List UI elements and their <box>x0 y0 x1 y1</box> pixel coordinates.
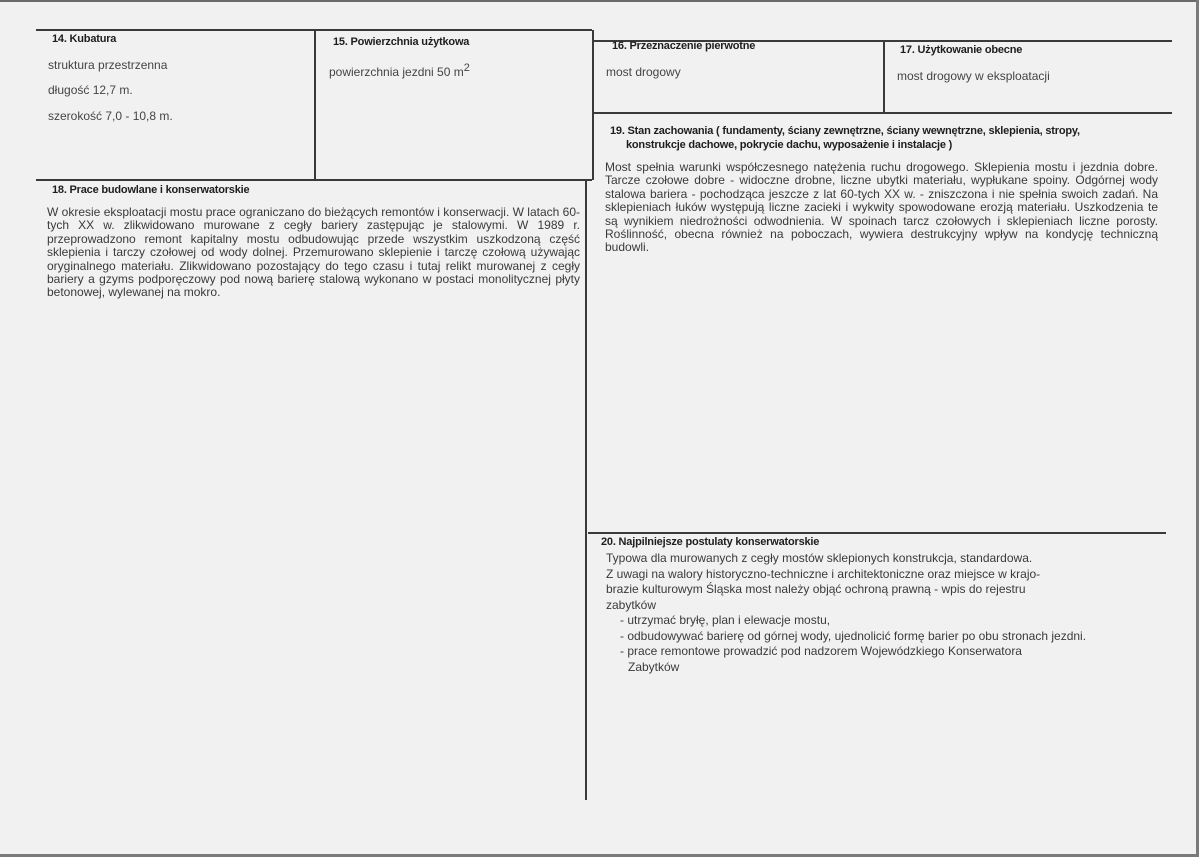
volume-line-3: szerokość 7,0 - 10,8 m. <box>48 109 173 123</box>
section-title-15: 15. Powierzchnia użytkowa <box>333 36 470 48</box>
postulate-line-1: Typowa dla murowanych z cegły mostów sklepionych konstrukcja, standardowa. <box>606 551 1033 565</box>
divider-16-17 <box>883 41 885 113</box>
section-title-16: 16. Przeznaczenie pierwotne <box>612 40 756 52</box>
section-title-20: 20. Najpilniejsze postulaty konserwatorskie <box>601 536 820 548</box>
section-title-19-line-1: 19. Stan zachowania ( fundamenty, ściany zewnętrzne, ściany wewnętrzne, sklepienia, stropy, <box>610 125 1080 137</box>
postulate-bullet-2: - odbudowywać barierę od górnej wody, ujednolicić formę barier po obu stronach jezdni. <box>620 628 1087 643</box>
rule-above-20 <box>588 532 1166 534</box>
usable-area-value <box>329 62 470 79</box>
condition-text: Most spełnia warunki współczesnego natężenia ruchu drogowego. Sklepienia mostu i jezdnia dobre. Tarcze czołowe dobre - widoczne drobne, liczne ubytki materiału, wypłukane spoiny. Odgórnej wody stalowa bariera - pochodząca jeszcze z lat 60-tych XX w. - zniszczona i nie spełnia swoich zadań. Na sklepieniach łuków występują liczne zacieki i wykwity spowodowane erozją materiału. Uszkodzenia te są wynikiem niedrożności odwodnienia. W spoinach tarcz czołowych i sklepieniach liczne porosty. Roślinność, obecna również na poboczach, wywiera destrukcyjny wpływ na kondycję techniczną budowli. <box>605 160 1158 255</box>
volume-line-2: długość 12,7 m. <box>48 83 133 97</box>
rule-above-18 <box>36 179 592 181</box>
usable-area-unit-exponent: 2 <box>463 62 470 74</box>
section-title-17: 17. Użytkowanie obecne <box>900 44 1023 56</box>
postulate-bullet-3: - prace remontowe prowadzić pod nadzorem Wojewódzkiego Konserwatora <box>620 644 1022 658</box>
volume-line-1: struktura przestrzenna <box>48 58 168 72</box>
current-use-value: most drogowy w eksploatacji <box>897 69 1050 83</box>
conservation-postulates <box>606 551 1086 675</box>
section-title-14: 14. Kubatura <box>52 33 117 45</box>
postulate-line-4: zabytków <box>606 597 657 612</box>
card-edge-top <box>0 0 1199 2</box>
postulate-bullet-3-cont: Zabytków <box>628 659 680 674</box>
postulate-line-3: brazie kulturowym Śląska most należy objąć ochroną prawną - wpis do rejestru <box>606 582 1026 596</box>
construction-works-text: W okresie eksploatacji mostu prace ograniczano do bieżących remontów i konserwacji. W latach 60-tych XX w. zlikwidowano murowane z cegły bariery zastępując je stalowymi. W 1989 r. przeprowadzono remont kapitalny mostu odbudowując przede wszystkim uszkodzoną część sklepienia i tarczy czołowej od wody dolnej. Przemurowano sklepienie i tarczę czołową używając oryginalnego materiału. Zlikwidowano pozostający do tego czasu i tutaj relikt murowanej z cegły bariery a gzyms podporęczowy pod nową barierę stalową wykonano w postaci monolitycznej płyty betonowej, wylewanej na mokro. <box>47 205 580 300</box>
postulate-line-2: Z uwagi na walory historyczno-techniczne i architektoniczne oraz miejsce w krajo- <box>606 566 1041 581</box>
postulate-bullet-1: - utrzymać bryłę, plan i elewacje mostu, <box>620 613 831 627</box>
divider-main <box>592 30 594 180</box>
section-title-18: 18. Prace budowlane i konserwatorskie <box>52 184 250 196</box>
section-title-19-line-2: konstrukcje dachowe, pokrycie dachu, wyposażenie i instalacje ) <box>626 139 953 151</box>
usable-area-text: powierzchnia jezdni 50 m <box>329 65 464 79</box>
divider-main-lower <box>585 180 587 800</box>
rule-under-16-17 <box>594 112 1172 114</box>
original-purpose-value: most drogowy <box>606 65 681 79</box>
divider-14-15 <box>314 30 316 180</box>
